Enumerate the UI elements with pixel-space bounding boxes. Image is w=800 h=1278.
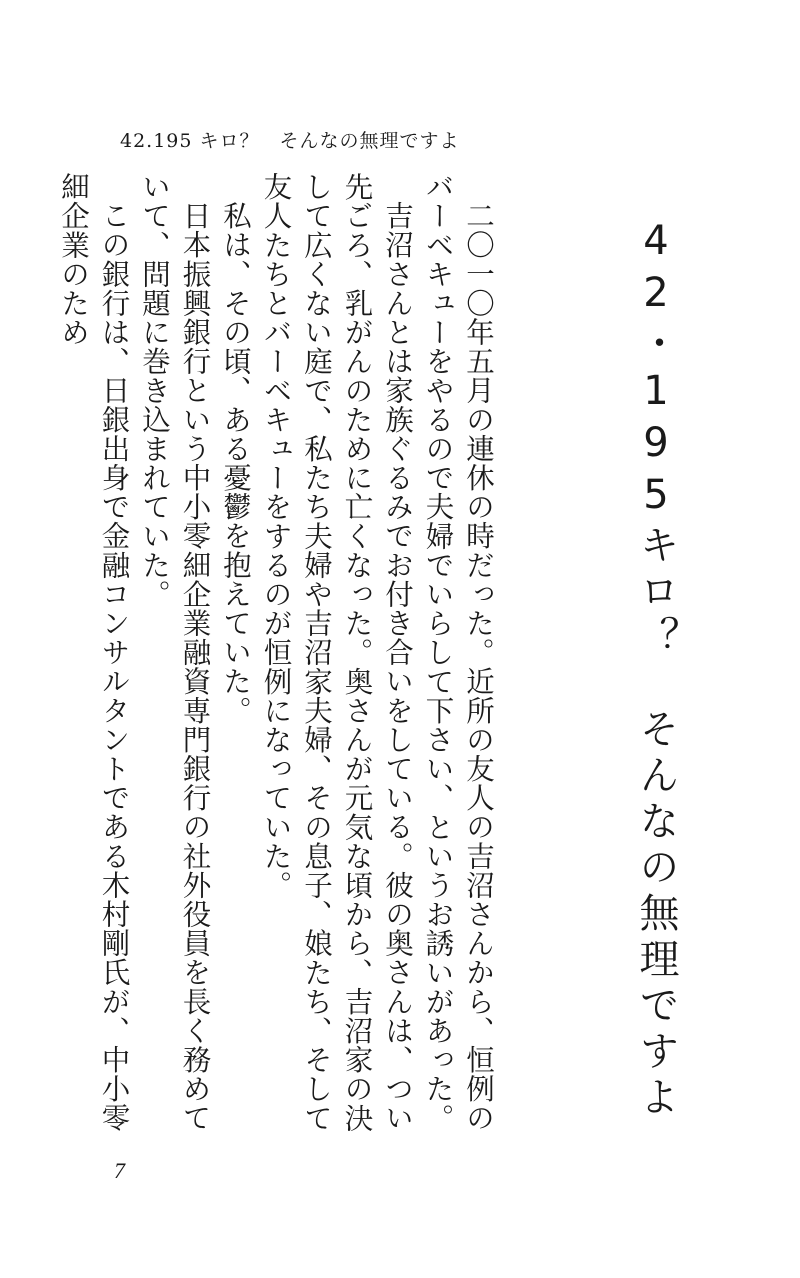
paragraph: 私は、その頃、ある憂鬱を抱えていた。 <box>219 200 252 725</box>
paragraph: 日本振興銀行という中小零細企業融資専門銀行の社外役員を長く務めていて、問題に巻き込まれていた。 <box>138 172 212 1132</box>
body-text <box>57 172 498 1140</box>
page-number: 7 <box>114 1158 125 1183</box>
paragraph: 二〇一〇年五月の連休の時だった。近所の友人の吉沼さんから、恒例のバーベキューをやるので夫婦でいらして下さい、というお誘いがあった。 <box>421 172 495 1133</box>
chapter-title: 42・195キロ？ そんなの無理ですよ <box>633 218 679 1122</box>
paragraph: 吉沼さんとは家族ぐるみでお付き合いをしている。彼の奥さんは、つい先ごろ、乳がんのために亡くなった。奥さんが元気な頃から、吉沼家の決して広くない庭で、私たち夫婦や吉沼家夫婦、その息子、娘たち、そして友人たちとバーベキューをするのが恒例になっていた。 <box>259 172 414 1133</box>
paragraph: この銀行は、日銀出身で金融コンサルタントである木村剛氏が、中小零細企業のため <box>57 172 131 1132</box>
running-head: 42.195 キロ？ そんなの無理ですよ <box>120 130 460 152</box>
